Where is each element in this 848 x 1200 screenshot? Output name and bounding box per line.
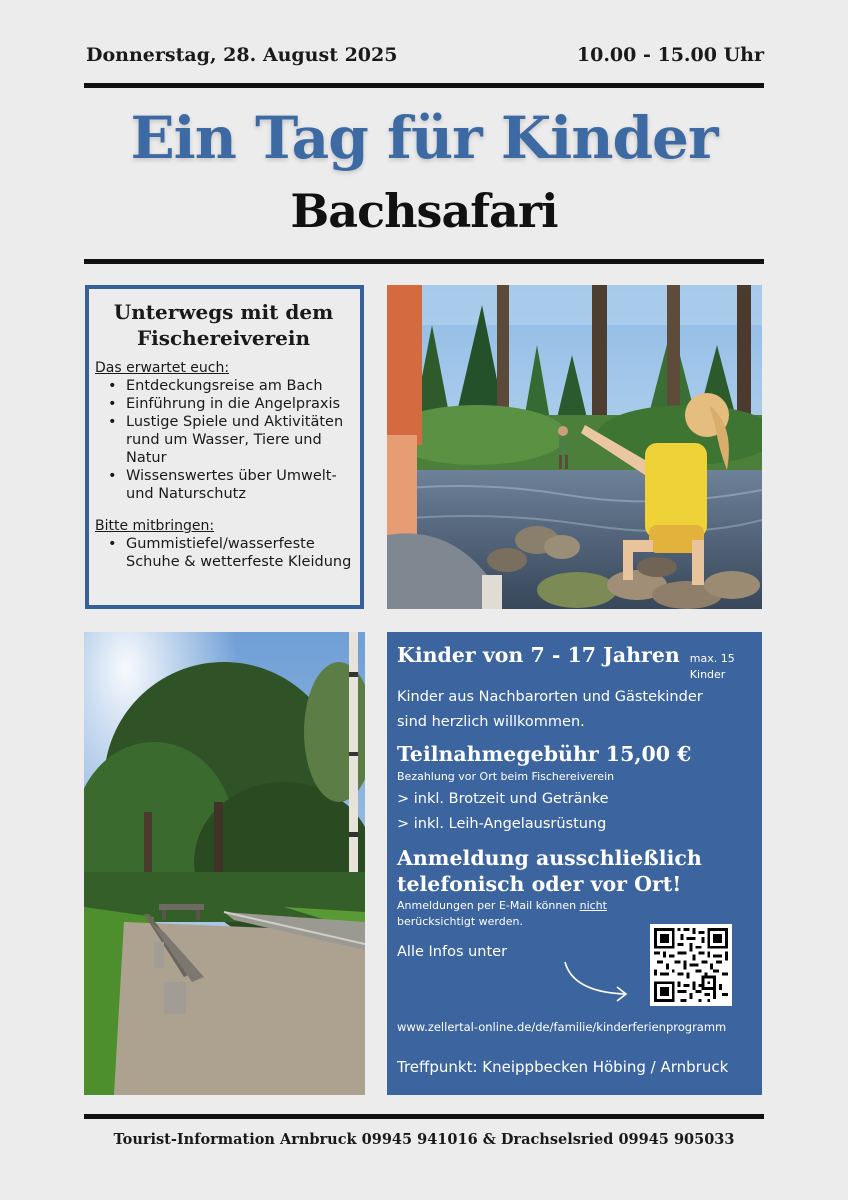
list-item: • Wissenswertes über Umwelt- und Naturschutz bbox=[95, 467, 352, 503]
page-title: Ein Tag für Kinder bbox=[130, 104, 718, 172]
meeting-point: Treffpunkt: Kneippbecken Höbing / Arnbruck bbox=[397, 1058, 729, 1076]
expect-list bbox=[95, 377, 352, 503]
age-heading: Kinder von 7 - 17 Jahren bbox=[397, 643, 680, 667]
event-header bbox=[86, 40, 764, 70]
email-note-line-2: berücksichtigt werden. bbox=[397, 915, 523, 928]
photo-park-benches bbox=[84, 632, 365, 1095]
registration-heading-line-2: telefonisch oder vor Ort! bbox=[397, 872, 682, 896]
fee-heading: Teilnahmegebühr 15,00 € bbox=[397, 742, 692, 766]
registration-heading-line-1: Anmeldung ausschließlich bbox=[397, 846, 702, 870]
bottom-divider bbox=[84, 1114, 764, 1119]
photo-child-at-stream bbox=[387, 285, 762, 609]
info-box-heading: Unterwegs mit dem Fischereiverein bbox=[113, 300, 334, 350]
welcome-line-1: Kinder aus Nachbarorten und Gästekinder bbox=[397, 689, 703, 705]
bring-label: Bitte mitbringen: bbox=[95, 518, 215, 534]
list-item: • Einführung in die Angelpraxis bbox=[95, 395, 352, 413]
welcome-line-2: sind herzlich willkommen. bbox=[397, 714, 585, 730]
event-date: Donnerstag, 28. August 2025 bbox=[86, 44, 398, 66]
infos-label: Alle Infos unter bbox=[397, 944, 508, 960]
bring-list bbox=[95, 535, 352, 571]
page-subtitle: Bachsafari bbox=[290, 184, 558, 238]
email-note-text: Anmeldungen per E-Mail können bbox=[397, 899, 580, 912]
list-item: • Lustige Spiele und Aktivitäten rund um Wasser, Tiere und Natur bbox=[95, 413, 352, 467]
top-divider bbox=[84, 83, 764, 88]
email-note-emphasis: nicht bbox=[579, 899, 607, 912]
included-item: > inkl. Leih-Angelausrüstung bbox=[397, 816, 607, 832]
list-item: • Gummistiefel/wasserfeste Schuhe & wetterfeste Kleidung bbox=[95, 535, 352, 571]
list-item: • Entdeckungsreise am Bach bbox=[95, 377, 352, 395]
arrow-icon bbox=[559, 958, 639, 1008]
event-details-box bbox=[387, 632, 762, 1095]
qr-code-icon bbox=[654, 928, 728, 1002]
program-info-box bbox=[85, 285, 364, 609]
age-row bbox=[397, 642, 752, 683]
title-divider bbox=[84, 259, 764, 264]
expect-label: Das erwartet euch: bbox=[95, 360, 230, 376]
info-url-link[interactable]: www.zellertal-online.de/de/familie/kinderferienprogramm bbox=[397, 1020, 727, 1034]
qr-code[interactable] bbox=[650, 924, 732, 1006]
email-note-line-1 bbox=[397, 898, 752, 914]
footer-contact: Tourist-Information Arnbruck 09945 941016 & Drachselsried 09945 905033 bbox=[113, 1131, 735, 1148]
included-item: > inkl. Brotzeit und Getränke bbox=[397, 791, 609, 807]
max-participants-note: max. 15 Kinder bbox=[689, 652, 735, 681]
event-time: 10.00 - 15.00 Uhr bbox=[576, 44, 764, 66]
payment-note: Bezahlung vor Ort beim Fischereiverein bbox=[397, 770, 615, 783]
